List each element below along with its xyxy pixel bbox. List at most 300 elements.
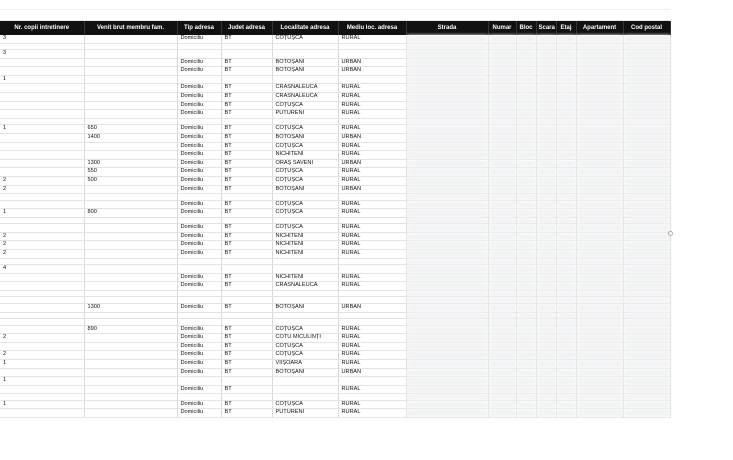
- table-cell[interactable]: [0, 224, 84, 233]
- table-cell[interactable]: [488, 377, 516, 386]
- table-cell[interactable]: BT: [221, 151, 272, 160]
- table-cell[interactable]: [177, 265, 221, 274]
- table-cell[interactable]: [84, 265, 177, 274]
- table-cell[interactable]: Domiciliu: [177, 125, 221, 134]
- table-cell[interactable]: [488, 232, 516, 241]
- table-cell[interactable]: [272, 377, 338, 386]
- table-cell[interactable]: [556, 232, 576, 241]
- table-cell[interactable]: 2: [0, 351, 84, 360]
- table-cell[interactable]: [576, 159, 623, 168]
- column-header[interactable]: Mediu loc. adresa: [338, 21, 406, 35]
- table-cell[interactable]: BT: [221, 84, 272, 93]
- table-cell[interactable]: Domiciliu: [177, 351, 221, 360]
- table-cell[interactable]: [516, 35, 536, 43]
- table-cell[interactable]: [576, 282, 623, 291]
- table-cell[interactable]: [488, 224, 516, 233]
- table-cell[interactable]: [84, 185, 177, 194]
- table-cell[interactable]: [0, 133, 84, 142]
- table-cell[interactable]: [406, 200, 488, 209]
- table-cell[interactable]: [623, 84, 670, 93]
- table-cell[interactable]: 2: [0, 334, 84, 343]
- table-cell[interactable]: BOTOȘANI: [272, 58, 338, 67]
- table-cell[interactable]: RURAL: [338, 125, 406, 134]
- table-cell[interactable]: [488, 93, 516, 102]
- table-cell[interactable]: Domiciliu: [177, 159, 221, 168]
- table-cell[interactable]: BT: [221, 400, 272, 409]
- table-cell[interactable]: [406, 282, 488, 291]
- table-cell[interactable]: Domiciliu: [177, 273, 221, 282]
- table-cell[interactable]: BOTOȘANI: [272, 133, 338, 142]
- table-cell[interactable]: 500: [84, 176, 177, 185]
- table-cell[interactable]: ORAȘ SAVENI: [272, 159, 338, 168]
- table-cell[interactable]: [516, 142, 536, 151]
- table-cell[interactable]: [536, 241, 556, 250]
- table-cell[interactable]: BT: [221, 209, 272, 218]
- table-cell[interactable]: [556, 67, 576, 76]
- table-cell[interactable]: [516, 58, 536, 67]
- table-cell[interactable]: RURAL: [338, 351, 406, 360]
- table-cell[interactable]: [0, 282, 84, 291]
- table-cell[interactable]: [623, 359, 670, 368]
- table-cell[interactable]: [406, 84, 488, 93]
- table-cell[interactable]: [623, 35, 670, 43]
- table-cell[interactable]: [84, 151, 177, 160]
- table-cell[interactable]: BT: [221, 67, 272, 76]
- column-header[interactable]: Numar: [488, 21, 516, 35]
- table-cell[interactable]: BT: [221, 133, 272, 142]
- table-cell[interactable]: [84, 35, 177, 43]
- table-cell[interactable]: [536, 224, 556, 233]
- table-cell[interactable]: 3: [0, 35, 84, 43]
- table-cell[interactable]: [406, 101, 488, 110]
- table-cell[interactable]: [556, 303, 576, 312]
- table-cell[interactable]: [536, 93, 556, 102]
- table-cell[interactable]: Domiciliu: [177, 101, 221, 110]
- table-cell[interactable]: [576, 250, 623, 259]
- table-cell[interactable]: [536, 359, 556, 368]
- table-cell[interactable]: COȚUȘCA: [272, 342, 338, 351]
- table-cell[interactable]: [406, 209, 488, 218]
- table-cell[interactable]: RURAL: [338, 273, 406, 282]
- table-cell[interactable]: [406, 334, 488, 343]
- table-cell[interactable]: BT: [221, 58, 272, 67]
- table-cell[interactable]: [576, 303, 623, 312]
- table-cell[interactable]: [0, 101, 84, 110]
- table-cell[interactable]: [623, 125, 670, 134]
- table-cell[interactable]: Domiciliu: [177, 110, 221, 119]
- table-cell[interactable]: [576, 133, 623, 142]
- table-cell[interactable]: Domiciliu: [177, 84, 221, 93]
- column-header[interactable]: Localitate adresa: [272, 21, 338, 35]
- table-cell[interactable]: [576, 265, 623, 274]
- table-cell[interactable]: [623, 176, 670, 185]
- table-cell[interactable]: [556, 400, 576, 409]
- table-cell[interactable]: 1300: [84, 303, 177, 312]
- table-cell[interactable]: [0, 385, 84, 394]
- table-cell[interactable]: [84, 224, 177, 233]
- table-cell[interactable]: [623, 159, 670, 168]
- column-header[interactable]: Bloc: [516, 21, 536, 35]
- table-cell[interactable]: [84, 400, 177, 409]
- column-header[interactable]: Strada: [406, 21, 488, 35]
- table-cell[interactable]: [84, 409, 177, 418]
- table-cell[interactable]: BOTOȘANI: [272, 185, 338, 194]
- table-cell[interactable]: [84, 385, 177, 394]
- table-cell[interactable]: [0, 67, 84, 76]
- table-cell[interactable]: [536, 142, 556, 151]
- table-cell[interactable]: RURAL: [338, 168, 406, 177]
- table-cell[interactable]: [406, 50, 488, 59]
- table-cell[interactable]: [488, 250, 516, 259]
- table-cell[interactable]: [0, 142, 84, 151]
- table-cell[interactable]: Domiciliu: [177, 200, 221, 209]
- table-cell[interactable]: [516, 282, 536, 291]
- table-cell[interactable]: [536, 101, 556, 110]
- table-cell[interactable]: [0, 368, 84, 377]
- table-cell[interactable]: Domiciliu: [177, 176, 221, 185]
- table-cell[interactable]: [576, 325, 623, 334]
- table-cell[interactable]: [536, 209, 556, 218]
- table-cell[interactable]: [221, 377, 272, 386]
- table-cell[interactable]: [516, 200, 536, 209]
- table-cell[interactable]: [406, 35, 488, 43]
- table-cell[interactable]: [406, 368, 488, 377]
- table-cell[interactable]: [84, 58, 177, 67]
- table-cell[interactable]: Domiciliu: [177, 67, 221, 76]
- table-cell[interactable]: [516, 209, 536, 218]
- table-cell[interactable]: BOTOȘANI: [272, 303, 338, 312]
- table-cell[interactable]: 890: [84, 325, 177, 334]
- table-cell[interactable]: RURAL: [338, 385, 406, 394]
- table-cell[interactable]: [536, 168, 556, 177]
- table-cell[interactable]: [556, 359, 576, 368]
- table-cell[interactable]: COȚUȘCA: [272, 125, 338, 134]
- table-cell[interactable]: [556, 325, 576, 334]
- table-cell[interactable]: [576, 142, 623, 151]
- table-cell[interactable]: [488, 265, 516, 274]
- table-cell[interactable]: [488, 110, 516, 119]
- table-cell[interactable]: [576, 377, 623, 386]
- table-cell[interactable]: 2: [0, 241, 84, 250]
- table-cell[interactable]: RURAL: [338, 151, 406, 160]
- column-header[interactable]: Scara: [536, 21, 556, 35]
- table-cell[interactable]: BT: [221, 142, 272, 151]
- table-cell[interactable]: Domiciliu: [177, 385, 221, 394]
- table-cell[interactable]: NICHITENI: [272, 273, 338, 282]
- table-cell[interactable]: [177, 377, 221, 386]
- table-cell[interactable]: BT: [221, 200, 272, 209]
- table-cell[interactable]: COȚUȘCA: [272, 325, 338, 334]
- table-cell[interactable]: [488, 151, 516, 160]
- table-cell[interactable]: [556, 342, 576, 351]
- table-cell[interactable]: [338, 50, 406, 59]
- table-cell[interactable]: 2: [0, 185, 84, 194]
- table-cell[interactable]: BT: [221, 125, 272, 134]
- table-cell[interactable]: [556, 250, 576, 259]
- column-header[interactable]: Judet adresa: [221, 21, 272, 35]
- table-cell[interactable]: [406, 133, 488, 142]
- table-cell[interactable]: NICHITENI: [272, 250, 338, 259]
- table-cell[interactable]: BT: [221, 168, 272, 177]
- table-cell[interactable]: [406, 325, 488, 334]
- table-cell[interactable]: [84, 377, 177, 386]
- table-cell[interactable]: [488, 176, 516, 185]
- table-cell[interactable]: [488, 209, 516, 218]
- table-cell[interactable]: [406, 400, 488, 409]
- table-cell[interactable]: URBAN: [338, 303, 406, 312]
- table-cell[interactable]: [516, 250, 536, 259]
- table-cell[interactable]: [536, 334, 556, 343]
- table-cell[interactable]: [623, 200, 670, 209]
- table-cell[interactable]: [84, 200, 177, 209]
- table-cell[interactable]: [0, 409, 84, 418]
- table-cell[interactable]: 1: [0, 359, 84, 368]
- table-cell[interactable]: [556, 377, 576, 386]
- table-cell[interactable]: [488, 185, 516, 194]
- table-cell[interactable]: [406, 351, 488, 360]
- table-cell[interactable]: [488, 385, 516, 394]
- table-cell[interactable]: [516, 385, 536, 394]
- table-cell[interactable]: Domiciliu: [177, 224, 221, 233]
- table-cell[interactable]: [488, 342, 516, 351]
- table-cell[interactable]: [576, 176, 623, 185]
- table-cell[interactable]: [623, 241, 670, 250]
- table-cell[interactable]: Domiciliu: [177, 232, 221, 241]
- table-cell[interactable]: [556, 224, 576, 233]
- table-cell[interactable]: [536, 176, 556, 185]
- table-cell[interactable]: [623, 368, 670, 377]
- table-cell[interactable]: [406, 385, 488, 394]
- table-cell[interactable]: URBAN: [338, 368, 406, 377]
- table-cell[interactable]: [516, 93, 536, 102]
- table-cell[interactable]: [576, 200, 623, 209]
- table-cell[interactable]: Domiciliu: [177, 368, 221, 377]
- table-cell[interactable]: RURAL: [338, 110, 406, 119]
- table-cell[interactable]: [576, 385, 623, 394]
- table-cell[interactable]: BT: [221, 101, 272, 110]
- table-cell[interactable]: [556, 265, 576, 274]
- table-cell[interactable]: [84, 250, 177, 259]
- table-cell[interactable]: [536, 151, 556, 160]
- table-cell[interactable]: Domiciliu: [177, 209, 221, 218]
- table-cell[interactable]: [516, 151, 536, 160]
- table-cell[interactable]: [488, 325, 516, 334]
- table-cell[interactable]: [516, 334, 536, 343]
- table-cell[interactable]: 3: [0, 50, 84, 59]
- table-cell[interactable]: 1400: [84, 133, 177, 142]
- table-cell[interactable]: [338, 75, 406, 84]
- table-cell[interactable]: [623, 303, 670, 312]
- table-cell[interactable]: [516, 133, 536, 142]
- table-cell[interactable]: [406, 409, 488, 418]
- table-cell[interactable]: BOTOȘANI: [272, 67, 338, 76]
- table-cell[interactable]: [576, 75, 623, 84]
- table-cell[interactable]: COȚUȘCA: [272, 200, 338, 209]
- table-cell[interactable]: [576, 101, 623, 110]
- table-cell[interactable]: [406, 359, 488, 368]
- table-cell[interactable]: BT: [221, 368, 272, 377]
- table-cell[interactable]: [623, 342, 670, 351]
- table-cell[interactable]: [556, 241, 576, 250]
- table-cell[interactable]: [488, 50, 516, 59]
- table-cell[interactable]: [536, 35, 556, 43]
- table-cell[interactable]: [556, 84, 576, 93]
- table-cell[interactable]: [516, 368, 536, 377]
- table-cell[interactable]: [623, 232, 670, 241]
- table-cell[interactable]: [516, 325, 536, 334]
- table-cell[interactable]: [623, 325, 670, 334]
- table-cell[interactable]: [516, 84, 536, 93]
- table-cell[interactable]: Domiciliu: [177, 93, 221, 102]
- table-cell[interactable]: [576, 151, 623, 160]
- table-cell[interactable]: [406, 273, 488, 282]
- table-cell[interactable]: [623, 334, 670, 343]
- table-cell[interactable]: [536, 232, 556, 241]
- table-cell[interactable]: [0, 93, 84, 102]
- table-cell[interactable]: BT: [221, 409, 272, 418]
- table-cell[interactable]: [556, 273, 576, 282]
- table-cell[interactable]: [488, 101, 516, 110]
- table-cell[interactable]: RURAL: [338, 224, 406, 233]
- table-cell[interactable]: Domiciliu: [177, 409, 221, 418]
- table-cell[interactable]: [623, 385, 670, 394]
- table-cell[interactable]: [536, 342, 556, 351]
- table-cell[interactable]: [488, 125, 516, 134]
- table-cell[interactable]: [556, 385, 576, 394]
- table-cell[interactable]: [536, 200, 556, 209]
- table-cell[interactable]: Domiciliu: [177, 142, 221, 151]
- table-cell[interactable]: [488, 75, 516, 84]
- table-cell[interactable]: [488, 84, 516, 93]
- table-cell[interactable]: 1: [0, 75, 84, 84]
- table-cell[interactable]: COȚUȘCA: [272, 35, 338, 43]
- table-cell[interactable]: [406, 142, 488, 151]
- table-cell[interactable]: NICHITENI: [272, 151, 338, 160]
- table-cell[interactable]: RURAL: [338, 400, 406, 409]
- table-cell[interactable]: COȚUȘCA: [272, 142, 338, 151]
- table-cell[interactable]: [406, 176, 488, 185]
- table-cell[interactable]: [406, 377, 488, 386]
- table-cell[interactable]: PUTURENI: [272, 110, 338, 119]
- table-cell[interactable]: 550: [84, 168, 177, 177]
- table-cell[interactable]: [488, 35, 516, 43]
- table-cell[interactable]: Domiciliu: [177, 359, 221, 368]
- table-cell[interactable]: [406, 67, 488, 76]
- table-cell[interactable]: [338, 377, 406, 386]
- table-cell[interactable]: COȚUȘCA: [272, 351, 338, 360]
- table-cell[interactable]: RURAL: [338, 142, 406, 151]
- table-cell[interactable]: BT: [221, 250, 272, 259]
- table-cell[interactable]: CRASNALEUCA: [272, 93, 338, 102]
- table-cell[interactable]: CRASNALEUCA: [272, 282, 338, 291]
- column-header[interactable]: Etaj: [556, 21, 576, 35]
- table-cell[interactable]: URBAN: [338, 58, 406, 67]
- table-cell[interactable]: [536, 325, 556, 334]
- table-cell[interactable]: 2: [0, 176, 84, 185]
- table-cell[interactable]: [576, 58, 623, 67]
- table-cell[interactable]: [488, 133, 516, 142]
- column-header[interactable]: Tip adresa: [177, 21, 221, 35]
- table-cell[interactable]: [488, 159, 516, 168]
- table-cell[interactable]: CRASNALEUCA: [272, 84, 338, 93]
- table-cell[interactable]: [488, 368, 516, 377]
- table-cell[interactable]: URBAN: [338, 133, 406, 142]
- table-cell[interactable]: [406, 125, 488, 134]
- table-cell[interactable]: [556, 334, 576, 343]
- table-cell[interactable]: [406, 93, 488, 102]
- table-cell[interactable]: Domiciliu: [177, 334, 221, 343]
- table-cell[interactable]: 800: [84, 209, 177, 218]
- table-cell[interactable]: BT: [221, 325, 272, 334]
- table-cell[interactable]: [536, 250, 556, 259]
- table-cell[interactable]: [556, 200, 576, 209]
- table-cell[interactable]: [406, 168, 488, 177]
- table-cell[interactable]: [0, 303, 84, 312]
- table-cell[interactable]: [516, 50, 536, 59]
- table-cell[interactable]: BT: [221, 224, 272, 233]
- table-cell[interactable]: [576, 209, 623, 218]
- table-cell[interactable]: [406, 159, 488, 168]
- table-cell[interactable]: [177, 75, 221, 84]
- table-cell[interactable]: RURAL: [338, 334, 406, 343]
- table-cell[interactable]: [516, 176, 536, 185]
- table-cell[interactable]: [516, 125, 536, 134]
- table-cell[interactable]: Domiciliu: [177, 303, 221, 312]
- table-cell[interactable]: [221, 50, 272, 59]
- table-cell[interactable]: [84, 351, 177, 360]
- table-cell[interactable]: COTU MICULINȚI: [272, 334, 338, 343]
- table-cell[interactable]: [536, 409, 556, 418]
- table-cell[interactable]: [221, 265, 272, 274]
- cell-handle[interactable]: [668, 231, 673, 236]
- table-cell[interactable]: [84, 342, 177, 351]
- table-cell[interactable]: [536, 400, 556, 409]
- table-cell[interactable]: 1300: [84, 159, 177, 168]
- table-cell[interactable]: [406, 342, 488, 351]
- table-cell[interactable]: BT: [221, 232, 272, 241]
- table-cell[interactable]: [516, 110, 536, 119]
- table-cell[interactable]: Domiciliu: [177, 185, 221, 194]
- table-cell[interactable]: [516, 303, 536, 312]
- table-cell[interactable]: RURAL: [338, 325, 406, 334]
- table-cell[interactable]: [406, 58, 488, 67]
- table-cell[interactable]: [623, 185, 670, 194]
- table-cell[interactable]: [536, 377, 556, 386]
- table-cell[interactable]: [406, 110, 488, 119]
- table-cell[interactable]: [84, 84, 177, 93]
- table-cell[interactable]: [576, 67, 623, 76]
- column-header[interactable]: Apartament: [576, 21, 623, 35]
- table-cell[interactable]: PUTURENI: [272, 409, 338, 418]
- table-cell[interactable]: [623, 209, 670, 218]
- table-cell[interactable]: [84, 241, 177, 250]
- table-cell[interactable]: [556, 185, 576, 194]
- table-cell[interactable]: 650: [84, 125, 177, 134]
- table-cell[interactable]: RURAL: [338, 35, 406, 43]
- table-cell[interactable]: [556, 368, 576, 377]
- table-cell[interactable]: [84, 232, 177, 241]
- table-cell[interactable]: [556, 125, 576, 134]
- table-cell[interactable]: Domiciliu: [177, 342, 221, 351]
- table-cell[interactable]: [576, 93, 623, 102]
- table-cell[interactable]: [488, 273, 516, 282]
- table-cell[interactable]: [84, 334, 177, 343]
- table-cell[interactable]: [406, 151, 488, 160]
- table-cell[interactable]: [516, 67, 536, 76]
- table-cell[interactable]: COȚUȘCA: [272, 101, 338, 110]
- table-cell[interactable]: [221, 75, 272, 84]
- table-cell[interactable]: [516, 265, 536, 274]
